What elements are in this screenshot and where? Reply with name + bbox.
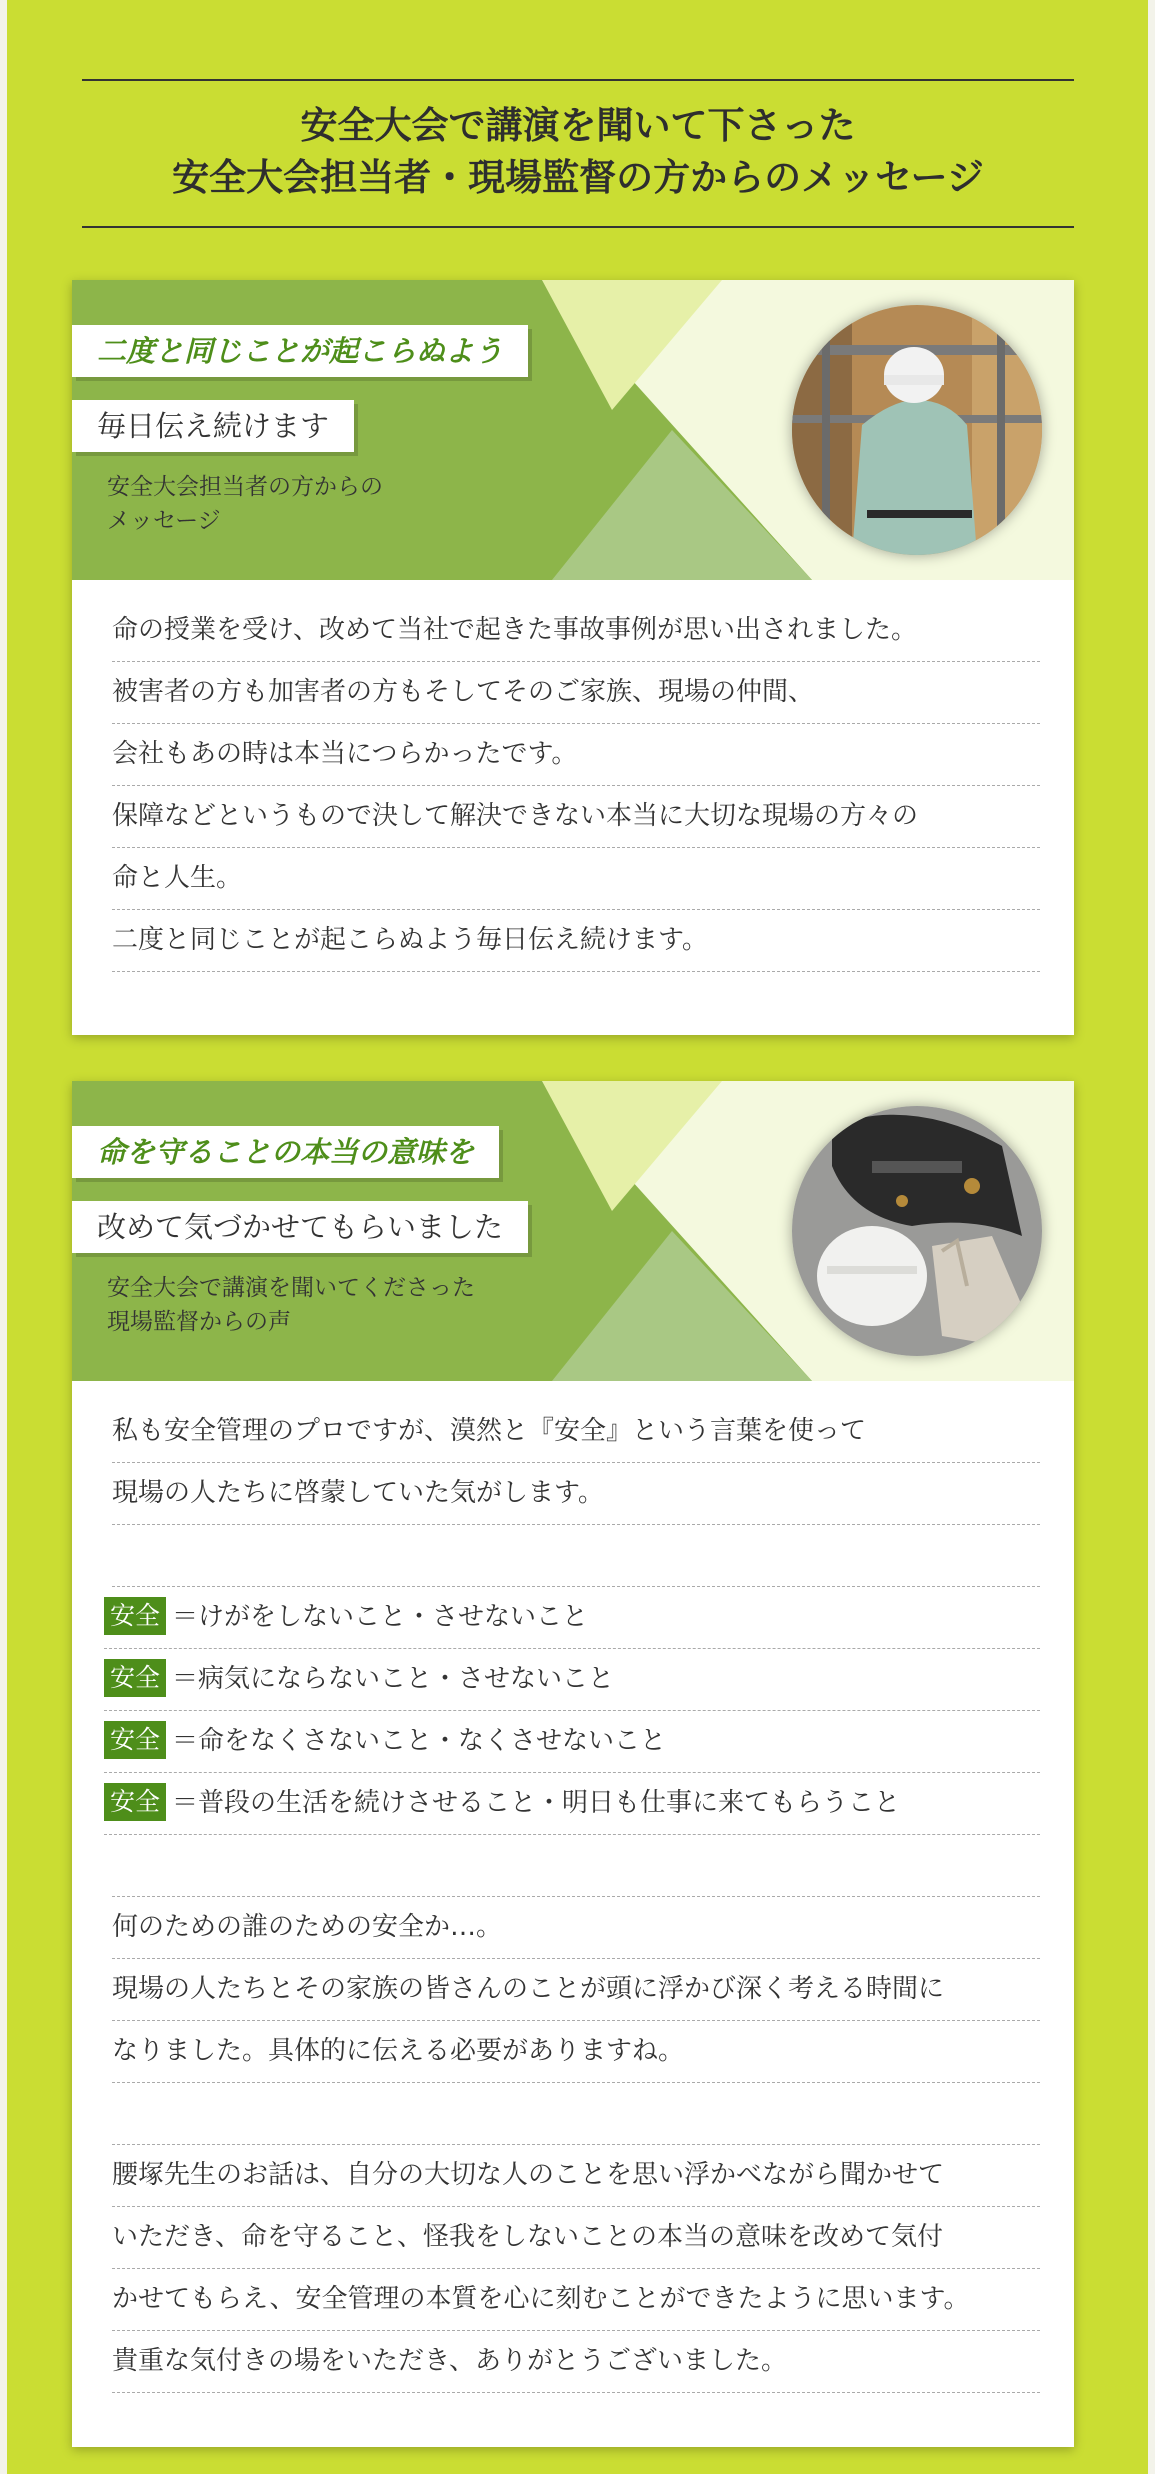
subtitle-line-1: 安全大会で講演を聞いてくださった — [107, 1275, 475, 1301]
safety-tag: 安全 — [104, 1721, 166, 1759]
definition-row — [104, 1587, 1040, 1649]
card-banner — [72, 280, 1074, 580]
message-line: 被害者の方も加害者の方もそしてそのご家族、現場の仲間、 — [112, 662, 1040, 724]
message-line: 命と人生。 — [112, 848, 1040, 910]
message-line: なりました。具体的に伝える必要がありますね。 — [112, 2021, 1040, 2083]
message-line: 腰塚先生のお話は、自分の大切な人のことを思い浮かべながら聞かせて — [112, 2145, 1040, 2207]
message-line: 何のための誰のための安全か…。 — [112, 1897, 1040, 1959]
message-line: 貴重な気付きの場をいただき、ありがとうございました。 — [112, 2331, 1040, 2393]
title-line-2: 安全大会担当者・現場監督の方からのメッセージ — [172, 155, 984, 199]
page-title — [82, 79, 1074, 228]
message-body — [112, 1401, 1040, 2393]
message-card-2 — [72, 1081, 1074, 2447]
subtitle-line-1: 安全大会担当者の方からの — [107, 474, 383, 500]
definition-text: ＝けがをしないこと・させないこと — [172, 1602, 589, 1632]
safety-tag: 安全 — [104, 1783, 166, 1821]
definition-row — [104, 1711, 1040, 1773]
definition-text: ＝普段の生活を続けさせること・明日も仕事に来てもらうこと — [172, 1788, 901, 1818]
message-line: 保障などというもので決して解決できない本当に大切な現場の方々の — [112, 786, 1040, 848]
message-line: 私も安全管理のプロですが、漠然と『安全』という言葉を使って — [112, 1401, 1040, 1463]
safety-tag: 安全 — [104, 1597, 166, 1635]
message-body — [112, 600, 1040, 972]
safety-tag: 安全 — [104, 1659, 166, 1697]
spacer-line — [112, 2083, 1040, 2145]
message-line: 会社もあの時は本当につらかったです。 — [112, 724, 1040, 786]
message-line: いただき、命を守ること、怪我をしないことの本当の意味を改めて気付 — [112, 2207, 1040, 2269]
message-card-1 — [72, 280, 1074, 1035]
title-line-1: 安全大会で講演を聞いて下さった — [300, 103, 856, 147]
message-line: 二度と同じことが起こらぬよう毎日伝え続けます。 — [112, 910, 1040, 972]
definition-row — [104, 1649, 1040, 1711]
headline-secondary: 改めて気づかせてもらいました — [72, 1201, 528, 1253]
definition-row — [104, 1773, 1040, 1835]
definition-text: ＝命をなくさないこと・なくさせないこと — [172, 1726, 667, 1756]
message-line: 命の授業を受け、改めて当社で起きた事故事例が思い出されました。 — [112, 600, 1040, 662]
construction-worker-photo — [792, 305, 1042, 555]
page — [7, 0, 1148, 2474]
spacer-line — [112, 1835, 1040, 1897]
headline-secondary: 毎日伝え続けます — [72, 400, 354, 452]
subtitle-line-2: 現場監督からの声 — [107, 1309, 291, 1335]
message-line: 現場の人たちに啓蒙していた気がします。 — [112, 1463, 1040, 1525]
card-banner — [72, 1081, 1074, 1381]
spacer-line — [112, 1525, 1040, 1587]
message-line: かせてもらえ、安全管理の本質を心に刻むことができたように思います。 — [112, 2269, 1040, 2331]
headline-primary: 命を守ることの本当の意味を — [72, 1126, 499, 1178]
safety-gear-photo — [792, 1106, 1042, 1356]
subtitle-line-2: メッセージ — [107, 508, 221, 534]
message-line: 現場の人たちとその家族の皆さんのことが頭に浮かび深く考える時間に — [112, 1959, 1040, 2021]
definition-text: ＝病気にならないこと・させないこと — [172, 1664, 615, 1694]
headline-primary: 二度と同じことが起こらぬよう — [72, 325, 528, 377]
